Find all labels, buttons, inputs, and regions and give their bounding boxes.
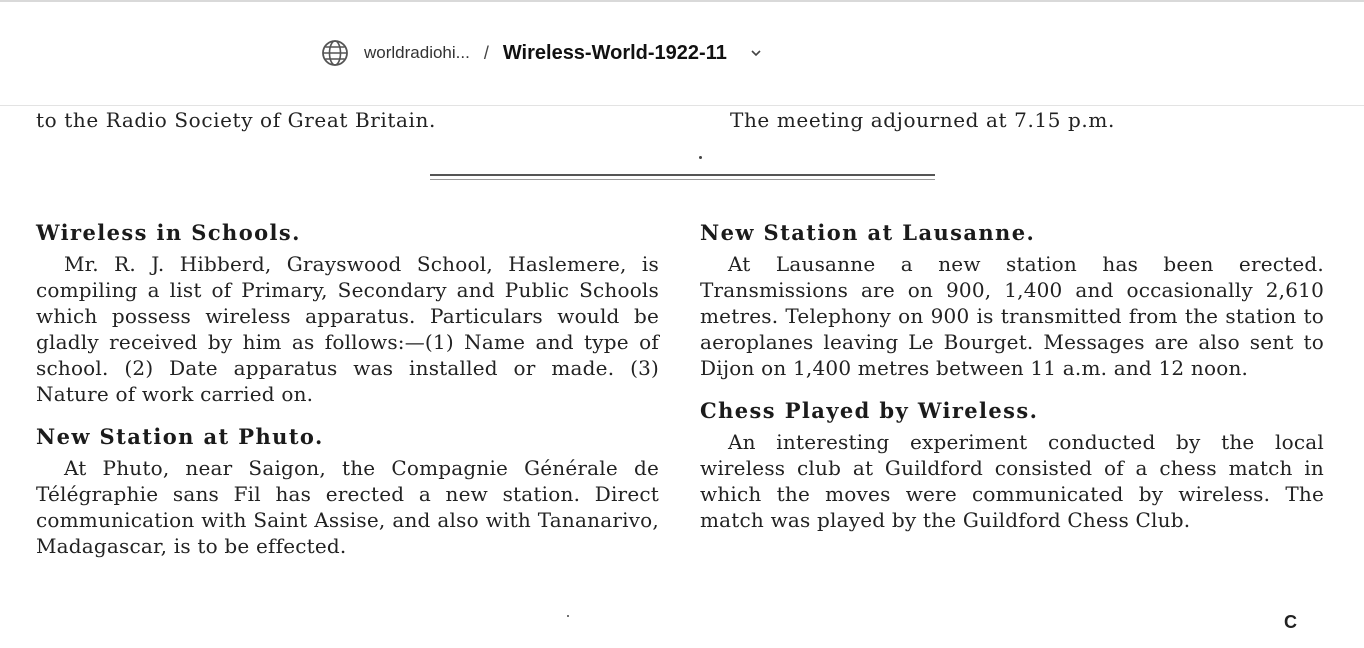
heading-chess-wireless: Chess Played by Wireless.: [700, 398, 1039, 423]
document-title[interactable]: Wireless-World-1922-11: [502, 41, 727, 64]
speck: [699, 156, 702, 159]
top-right-line: The meeting adjourned at 7.15 p.m.: [730, 108, 1115, 132]
breadcrumb-separator: /: [483, 42, 489, 63]
speck: [567, 615, 569, 617]
heading-station-lausanne: New Station at Lausanne.: [700, 220, 1036, 245]
document-page: [0, 107, 1364, 648]
breadcrumb: [320, 38, 763, 68]
site-link[interactable]: worldradiohi...: [364, 43, 470, 62]
corner-mark: C: [1284, 612, 1297, 632]
globe-icon[interactable]: [320, 38, 350, 68]
heading-station-phuto: New Station at Phuto.: [36, 424, 324, 449]
right-column: [700, 220, 1324, 533]
paragraph-station-phuto: At Phuto, near Saigon, the Compagnie Générale de Télégraphie sans Fil has erected a new station. Direct communication with Saint Assise, and also with Tananarivo, Madagascar, is to be effected.: [36, 456, 659, 558]
paragraph-station-lausanne: At Lausanne a new station has been erected. Transmissions are on 900, 1,400 and occasionally 2,610 metres. Telephony on 900 is transmitted from the station to aeroplanes leaving Le Bourget. Messages are also sent to Dijon on 1,400 metres between 11 a.m. and 12 noon.: [700, 252, 1324, 380]
left-column: [36, 220, 659, 559]
chevron-down-icon[interactable]: [749, 46, 763, 60]
heading-wireless-schools: Wireless in Schools.: [36, 220, 301, 245]
paragraph-chess-wireless: An interesting experiment conducted by the local wireless club at Guildford consisted of a chess match in which the moves were communicated by wireless. The match was played by the Guildford Chess Club.: [700, 430, 1324, 532]
section-divider: [430, 174, 935, 180]
paragraph-wireless-schools: Mr. R. J. Hibberd, Grayswood School, Haslemere, is compiling a list of Primary, Secondary and Public Schools which possess wireless apparatus. Particulars would be gladly received by him as follows:—(1) Name and type of school. (2) Date apparatus was installed or made. (3) Nature of work carried on.: [36, 252, 659, 406]
top-border: [0, 0, 1364, 2]
viewer-header: [0, 0, 1364, 106]
top-left-line: to the Radio Society of Great Britain.: [36, 108, 436, 132]
